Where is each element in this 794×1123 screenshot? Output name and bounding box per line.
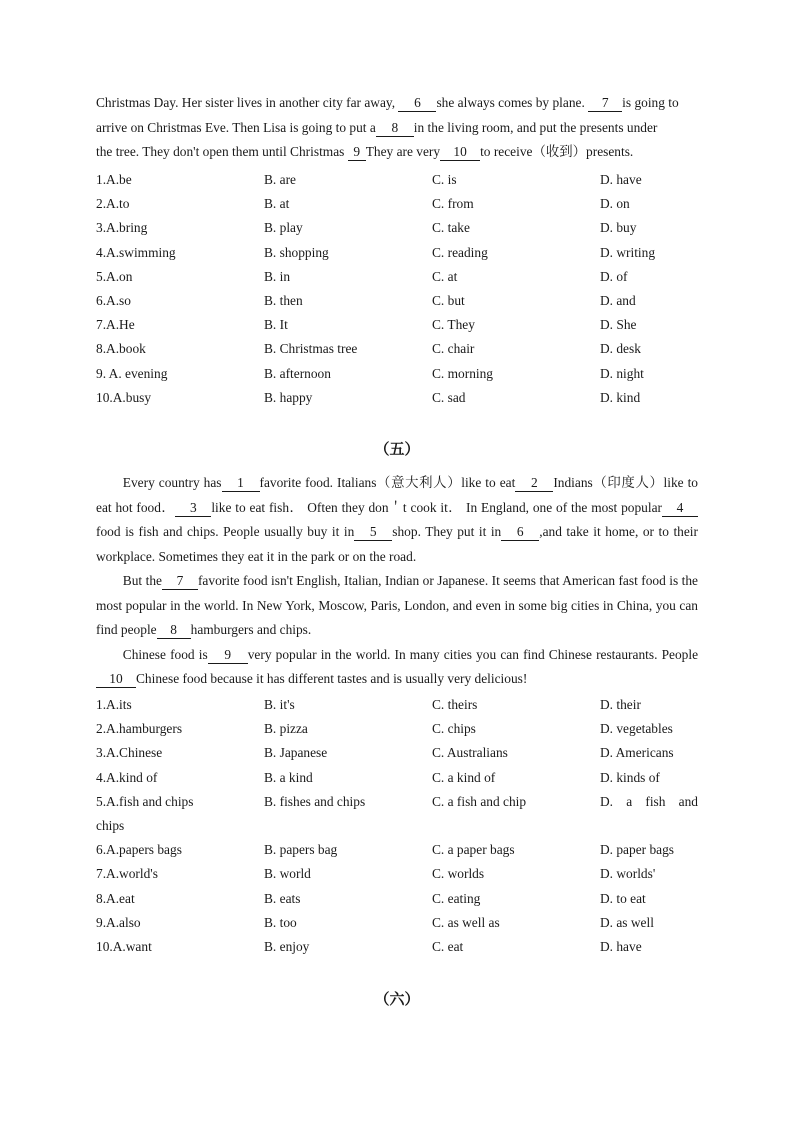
option-b: B. Japanese bbox=[264, 745, 328, 761]
option-row bbox=[96, 337, 698, 361]
passage-text: favorite food isn't English, Italian, Indian or Japanese. It seems that American fast food is the most popular in the world. In New York, Moscow, Paris, London, and even in some big cities in China, you can find people bbox=[96, 573, 698, 637]
blank-7: 7 bbox=[162, 572, 198, 590]
section5-heading: （五） bbox=[374, 440, 420, 458]
option-row bbox=[96, 790, 698, 838]
passage-text: Indians（印度人）like to eat hot food． bbox=[96, 475, 698, 515]
option-d: D. and bbox=[600, 292, 636, 308]
passage-text: Chinese food is bbox=[122, 646, 208, 662]
option-a: 8.A.book bbox=[96, 341, 146, 357]
option-b: B. too bbox=[264, 914, 297, 930]
option-a: 2.A.to bbox=[96, 196, 130, 212]
option-row bbox=[96, 838, 698, 862]
option-b: B. It bbox=[264, 317, 288, 333]
option-row bbox=[96, 717, 698, 741]
option-b: B. eats bbox=[264, 890, 301, 906]
option-c: C. but bbox=[432, 292, 465, 308]
option-b: B. are bbox=[264, 172, 296, 187]
blank-5: 5 bbox=[354, 523, 392, 541]
option-b: B. world bbox=[264, 866, 311, 882]
passage-line bbox=[96, 140, 698, 165]
passage-text: Chinese food because it has different tastes and is usually very delicious! bbox=[136, 671, 528, 686]
option-a: 8.A.eat bbox=[96, 890, 135, 906]
option-c: C. as well as bbox=[432, 914, 500, 930]
passage-text: is going to bbox=[622, 95, 679, 110]
passage-text: to receive（收到）presents. bbox=[480, 144, 634, 159]
blank-2: 2 bbox=[515, 474, 553, 492]
option-b: B. enjoy bbox=[264, 938, 310, 954]
option-row bbox=[96, 192, 698, 216]
blank-6: 6 bbox=[501, 523, 539, 541]
blank-10: 10 bbox=[96, 670, 136, 688]
option-b: B. then bbox=[264, 292, 303, 308]
option-a: 2.A.hamburgers bbox=[96, 721, 183, 737]
blank-7: 7 bbox=[588, 94, 622, 112]
option-row bbox=[96, 362, 698, 386]
blank-4: 4 bbox=[662, 499, 698, 517]
section5-options bbox=[96, 693, 698, 959]
option-c: C. worlds bbox=[432, 866, 485, 882]
option-row bbox=[96, 386, 698, 410]
passage-text: shop. They put it in bbox=[392, 524, 502, 539]
option-row bbox=[96, 862, 698, 886]
option-d: D. worlds' bbox=[600, 866, 656, 882]
option-a: 7.A.He bbox=[96, 317, 135, 333]
option-row bbox=[96, 693, 698, 717]
passage-text: Every country has bbox=[122, 475, 222, 490]
paragraph-1 bbox=[96, 471, 698, 569]
passage-text: she always comes by plane. bbox=[436, 95, 589, 110]
section6-heading: （六） bbox=[374, 990, 420, 1008]
option-d: D. kind bbox=[600, 389, 641, 405]
option-d: D. have bbox=[600, 938, 642, 954]
option-d: D. vegetables bbox=[600, 721, 673, 737]
passage-text: arrive on Christmas Eve. Then Lisa is going to put a bbox=[96, 119, 376, 135]
passage-text: Christmas Day. Her sister lives in another city far away, bbox=[96, 95, 399, 110]
option-c: C. They bbox=[432, 317, 475, 333]
option-a: 4.A.swimming bbox=[96, 244, 176, 260]
option-a: 1.A.be bbox=[96, 172, 132, 187]
section5-passage bbox=[96, 471, 698, 692]
option-d-wrap: chips bbox=[96, 817, 125, 833]
option-b: B. in bbox=[264, 268, 291, 284]
paragraph-2 bbox=[96, 569, 698, 643]
blank-8: 8 bbox=[157, 621, 191, 639]
option-b: B. afternoon bbox=[264, 365, 331, 381]
option-b: B. a kind bbox=[264, 769, 313, 785]
blank-3: 3 bbox=[175, 499, 211, 517]
option-c: C. morning bbox=[432, 365, 494, 381]
option-row bbox=[96, 766, 698, 790]
option-d-word: D. bbox=[600, 793, 614, 809]
option-d: D. kinds of bbox=[600, 769, 660, 785]
passage-text: food is fish and chips. People usually buy it in bbox=[96, 524, 355, 539]
passage-line bbox=[96, 91, 698, 116]
option-c: C. eating bbox=[432, 890, 481, 906]
passage-text: very popular in the world. In many cities you can find Chinese restaurants. People bbox=[247, 646, 699, 662]
passage-text: the tree. They don't open them until Christmas bbox=[96, 144, 348, 159]
option-d: D. night bbox=[600, 365, 644, 381]
passage-text: They are very bbox=[365, 144, 441, 159]
blank-9: 9 bbox=[348, 143, 366, 161]
option-a: 10.A.want bbox=[96, 938, 152, 954]
option-a: 6.A.papers bags bbox=[96, 842, 182, 858]
option-b: B. pizza bbox=[264, 721, 308, 737]
option-b: B. at bbox=[264, 196, 290, 212]
option-c: C. take bbox=[432, 220, 470, 236]
option-c: C. is bbox=[432, 172, 457, 187]
section4-passage bbox=[96, 91, 698, 165]
option-b: B. fishes and chips bbox=[264, 793, 366, 809]
option-a: 5.A.fish and chips bbox=[96, 793, 194, 809]
option-c: C. a paper bags bbox=[432, 842, 515, 858]
blank-1: 1 bbox=[222, 474, 260, 492]
option-d-word: and bbox=[678, 793, 698, 809]
option-c: C. a kind of bbox=[432, 769, 496, 785]
option-c: C. Australians bbox=[432, 745, 508, 761]
passage-text: in the living room, and put the presents under bbox=[413, 119, 658, 135]
option-b: B. papers bag bbox=[264, 842, 338, 858]
option-c: C. chair bbox=[432, 341, 475, 357]
passage-line bbox=[96, 116, 698, 141]
option-d-word: fish bbox=[645, 793, 666, 809]
passage-text: favorite food. Italians（意大利人）like to eat bbox=[259, 475, 516, 490]
option-d: D. to eat bbox=[600, 890, 646, 906]
option-b: B. happy bbox=[264, 389, 313, 405]
option-row bbox=[96, 241, 698, 265]
option-a: 3.A.bring bbox=[96, 220, 148, 236]
blank-9: 9 bbox=[208, 646, 248, 664]
blank-10: 10 bbox=[440, 143, 480, 161]
option-d-word: a bbox=[626, 793, 633, 809]
option-d bbox=[600, 790, 698, 814]
option-row bbox=[96, 887, 698, 911]
section4-options bbox=[96, 168, 698, 410]
option-row bbox=[96, 935, 698, 959]
option-d: D. paper bags bbox=[600, 842, 674, 858]
option-b: B. Christmas tree bbox=[264, 341, 358, 357]
option-row bbox=[96, 265, 698, 289]
option-d: D. on bbox=[600, 196, 630, 212]
option-row bbox=[96, 168, 698, 192]
option-row bbox=[96, 289, 698, 313]
option-a: 6.A.so bbox=[96, 292, 131, 308]
option-b: B. shopping bbox=[264, 244, 329, 260]
option-a: 7.A.world's bbox=[96, 866, 158, 882]
option-c: C. sad bbox=[432, 389, 466, 405]
option-row bbox=[96, 741, 698, 765]
option-d: D. writing bbox=[600, 244, 656, 260]
option-c: C. at bbox=[432, 268, 458, 284]
passage-text: hamburgers and chips. bbox=[190, 622, 312, 637]
option-a: 9.A.also bbox=[96, 914, 141, 930]
option-a: 9. A. evening bbox=[96, 365, 168, 381]
option-b: B. play bbox=[264, 220, 303, 236]
option-d: D. as well bbox=[600, 914, 654, 930]
paragraph-3 bbox=[96, 643, 698, 692]
option-c: C. from bbox=[432, 196, 474, 212]
option-a: 10.A.busy bbox=[96, 389, 152, 405]
option-d: D. desk bbox=[600, 341, 641, 357]
option-d: D. have bbox=[600, 172, 642, 187]
passage-text: ,and take it home, or to their workplace. Sometimes they eat it in the park or on the road. bbox=[96, 524, 698, 564]
option-d: D. Americans bbox=[600, 745, 674, 761]
blank-6: 6 bbox=[398, 94, 436, 112]
option-d: D. of bbox=[600, 268, 628, 284]
option-d: D. their bbox=[600, 697, 641, 712]
option-a: 3.A.Chinese bbox=[96, 745, 163, 761]
option-c: C. eat bbox=[432, 938, 464, 954]
option-c: C. a fish and chip bbox=[432, 793, 527, 809]
option-c: C. chips bbox=[432, 721, 476, 737]
option-c: C. theirs bbox=[432, 697, 478, 712]
option-b: B. it's bbox=[264, 697, 295, 712]
option-row bbox=[96, 313, 698, 337]
passage-text: like to eat fish． Often they don＇t cook it． In England, one of the most popular bbox=[211, 499, 662, 515]
option-c: C. reading bbox=[432, 244, 488, 260]
option-a: 5.A.on bbox=[96, 268, 133, 284]
option-a: 1.A.its bbox=[96, 697, 132, 712]
option-a: 4.A.kind of bbox=[96, 769, 158, 785]
option-row bbox=[96, 911, 698, 935]
blank-8: 8 bbox=[376, 119, 414, 137]
option-d: D. buy bbox=[600, 220, 637, 236]
option-d: D. She bbox=[600, 317, 637, 333]
option-row bbox=[96, 216, 698, 240]
passage-text: But the bbox=[122, 573, 162, 588]
